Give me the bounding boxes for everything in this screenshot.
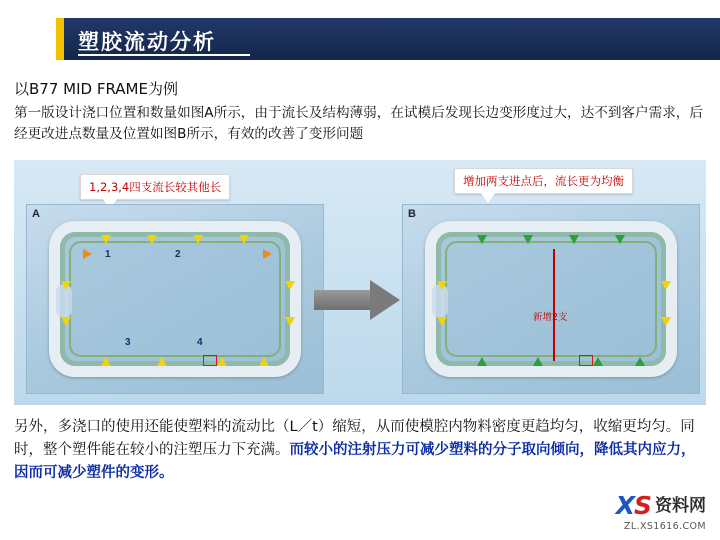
figure-a: [26, 204, 324, 394]
gate-marker: [259, 357, 269, 366]
gate-marker: [101, 235, 111, 244]
watermark-logo: [616, 491, 651, 520]
callout-left: [80, 174, 230, 200]
callout-left-label: 1,2,3,4四支流长较其他长: [89, 180, 222, 194]
gate-number: 3: [125, 337, 131, 348]
gate-marker: [523, 235, 533, 244]
part-frame-b-inner: [436, 232, 666, 366]
gate-number: 1: [105, 249, 111, 260]
gate-marker: [477, 357, 487, 366]
gate-marker: [635, 357, 645, 366]
gate-marker: [239, 235, 249, 244]
arrow-head: [370, 280, 400, 320]
gate-marker: [477, 235, 487, 244]
gate-marker: [285, 317, 295, 326]
callout-right-label: 增加两支进点后，流长更为均衡: [463, 174, 624, 188]
watermark-url: ZL.XS1616.COM: [623, 521, 706, 532]
gate-marker: [437, 317, 447, 326]
watermark-logo-s: S: [633, 491, 651, 520]
figure-a-tag: A: [32, 208, 40, 220]
gate-number: 2: [175, 249, 181, 260]
added-gate-label: 新增2支: [533, 312, 568, 323]
title-underline: [78, 54, 250, 56]
defect-marker: [203, 355, 217, 366]
watermark-logo-x: X: [615, 491, 634, 520]
part-frame-a: [49, 221, 301, 377]
conclusion-normal: 另外，多浇口的使用还能使塑料的流动比（L／t）缩短，从而使模腔内物料密度更趋均匀，收缩更均匀。同时，整个塑件能在较小的注塑压力下充满。: [14, 419, 695, 459]
intro-body: 第一版设计浇口位置和数量如图A所示，由于流长及结构薄弱，在试模后发现长边变形度过大，达不到客户需求，后经更改进点数量及位置如图B所示，有效的改善了变形问题: [14, 105, 703, 143]
watermark-word: 资料网: [655, 496, 706, 516]
gate-marker: [61, 281, 71, 290]
gate-marker: [263, 249, 272, 259]
callout-right: [454, 168, 633, 194]
watermark: [616, 491, 706, 532]
gate-marker: [217, 357, 227, 366]
figure-b: [402, 204, 700, 394]
page-title: 塑胶流动分析: [78, 30, 216, 54]
gate-marker: [285, 281, 295, 290]
intro-line-1: 以B77 MID FRAME为例: [14, 80, 178, 98]
part-frame-b-rail: [445, 241, 657, 357]
gate-marker: [147, 235, 157, 244]
part-frame-b: [425, 221, 677, 377]
callout-right-tail: [481, 193, 495, 203]
gate-marker: [157, 357, 167, 366]
gate-marker: [569, 235, 579, 244]
added-gate-line: [553, 249, 555, 361]
transition-arrow: [314, 280, 400, 320]
title-accent-bar: [56, 18, 64, 60]
gate-marker: [533, 357, 543, 366]
gate-marker: [61, 317, 71, 326]
arrow-shaft: [314, 290, 372, 310]
gate-marker: [437, 281, 447, 290]
gate-marker: [193, 235, 203, 244]
figure-panel: [14, 160, 706, 405]
defect-marker: [579, 355, 593, 366]
gate-marker: [615, 235, 625, 244]
intro-text-block: [14, 78, 706, 145]
gate-marker: [661, 281, 671, 290]
gate-number: 4: [197, 337, 203, 348]
figure-b-tag: B: [408, 208, 416, 220]
gate-marker: [593, 357, 603, 366]
conclusion-emphasis: 而较小的注射压力可减少塑料的分子取向倾向，降低其内应力，因而可减少塑件的变形。: [14, 442, 696, 482]
title-bar: [0, 18, 720, 60]
gate-marker: [83, 249, 92, 259]
conclusion-text-block: [14, 416, 706, 486]
gate-marker: [101, 357, 111, 366]
gate-marker: [661, 317, 671, 326]
